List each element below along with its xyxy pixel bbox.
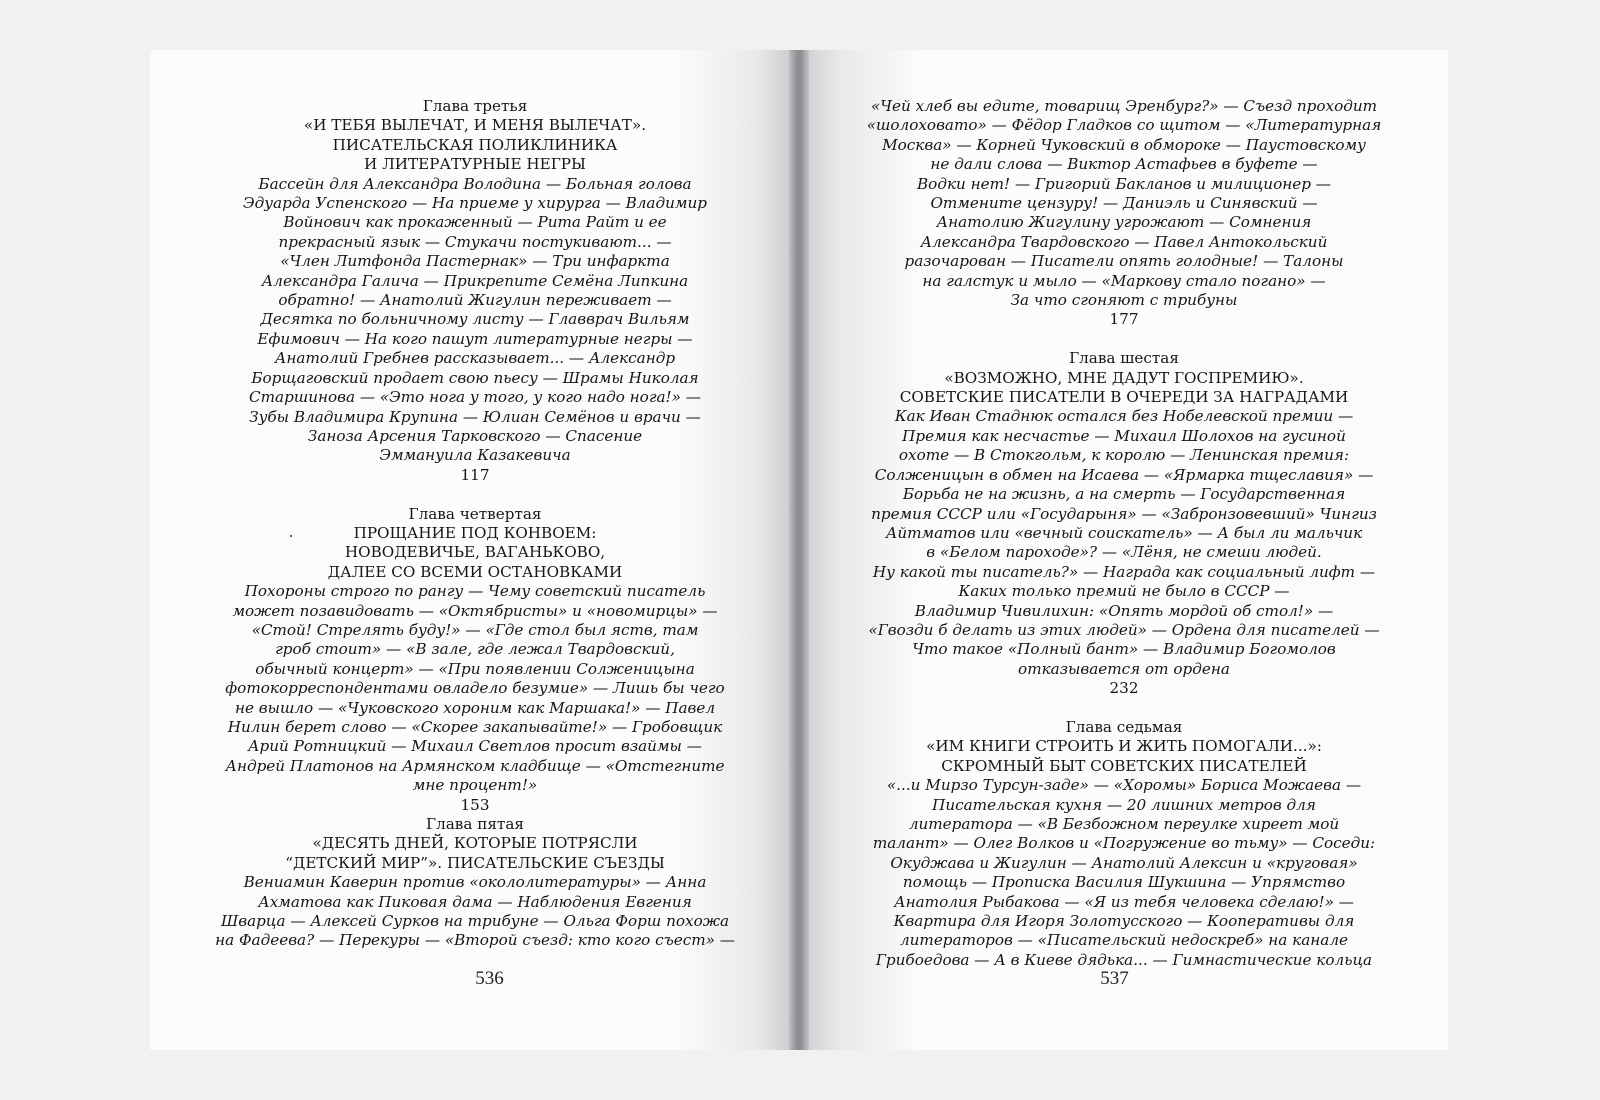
- print-speck: [290, 535, 292, 537]
- chapter-label: Глава седьмая: [1065, 717, 1183, 736]
- chapter-title: «ДЕСЯТЬ ДНЕЙ, КОТОРЫЕ ПОТРЯСЛИ “ДЕТСКИЙ МИР”». ПИСАТЕЛЬСКИЕ СЪЕЗДЫ: [285, 834, 665, 872]
- chapter-description: Как Иван Стаднюк остался без Нобелевской премии — Премия как несчастье — Михаил Шолохов на гусиной охоте — В Стокгольм, к королю — Ленинская премия: Солженицын в обмен на Исаева — «Ярмарка тщеславия» — Борьба не на жизнь, а на смерть — Государственная премия СССР или «Государыня» — «Забронзовевший» Чингиз Айтматов или «вечный соискатель» — А был ли мальчик в «Белом пароходе»? — «Лёня, не смеши людей. Ну какой ты писатель?» — Награда как социальный лифт — Каких только премий не было в СССР — Владимир Чивилихин: «Опять мордой об стол!» — «Гвозди б делать из этих людей» — Ордена для писателей — Что такое «Полный бант» — Владимир Богомолов отказывается от ордена: [868, 407, 1380, 678]
- page-number: 537: [1100, 968, 1129, 989]
- chapter-title: «ИМ КНИГИ СТРОИТЬ И ЖИТЬ ПОМОГАЛИ...»: СКРОМНЫЙ БЫТ СОВЕТСКИХ ПИСАТЕЛЕЙ: [926, 737, 1322, 775]
- chapter-description: Вениамин Каверин против «окололитературы» — Анна Ахматова как Пиковая дама — Наблюдения Евгения Шварца — Алексей Сурков на трибуне — Ольга Форш похожа на Фадеева? — Перекуры — «Второй съезд: кто кого съест» —: [215, 873, 735, 950]
- page-number: 536: [475, 968, 504, 989]
- table-of-contents: [854, 97, 1394, 970]
- chapter-4: [210, 505, 740, 816]
- chapter-label: Глава шестая: [1069, 349, 1179, 368]
- chapter-page-ref: 117: [460, 465, 490, 484]
- chapter-title: «И ТЕБЯ ВЫЛЕЧАТ, И МЕНЯ ВЫЛЕЧАТ». ПИСАТЕЛЬСКАЯ ПОЛИКЛИНИКА И ЛИТЕРАТУРНЫЕ НЕГРЫ: [303, 116, 647, 174]
- chapter-title: «ВОЗМОЖНО, МНЕ ДАДУТ ГОСПРЕМИЮ». СОВЕТСКИЕ ПИСАТЕЛИ В ОЧЕРЕДИ ЗА НАГРАДАМИ: [899, 368, 1349, 407]
- book-spread: [150, 50, 1448, 1050]
- chapter-title: ПРОЩАНИЕ ПОД КОНВОЕМ: НОВОДЕВИЧЬЕ, ВАГАНЬКОВО, ДАЛЕЕ СО ВСЕМИ ОСТАНОВКАМИ: [327, 523, 623, 581]
- chapter-6: [854, 349, 1394, 698]
- chapter-page-ref: 177: [1109, 310, 1139, 329]
- chapter-label: Глава третья: [422, 97, 528, 115]
- chapter-page-ref: 232: [1109, 679, 1139, 698]
- book-gutter: [789, 50, 809, 1050]
- chapter-7: [854, 718, 1394, 970]
- chapter-label: Глава четвертая: [408, 504, 542, 523]
- chapter-5: [210, 815, 740, 951]
- chapter-description: «...и Мирзо Турсун-заде» — «Хоромы» Бориса Можаева — Писательская кухня — 20 лишних метров для литератора — «В Безбожном переулке хиреет мой талант» — Олег Волков и «Погружение во тьму» — Соседи: Окуджава и Жигулин — Анатолий Алексин и «круговая» помощь — Прописка Василия Шукшина — Упрямство Анатолия Рыбакова — «Я из тебя человека сделаю!» — Квартира для Игоря Золотусского — Кооперативы для литераторов — «Писательский недоскреб» на канале Грибоедова — А в Киеве дядька... — Гимнастические кольца: [872, 776, 1376, 969]
- chapter-page-ref: 153: [460, 795, 490, 814]
- chapter-description: «Чей хлеб вы едите, товарищ Эренбург?» — Съезд проходит «шолоховато» — Фёдор Гладков со щитом — «Литературная Москва» — Корней Чуковский в обмороке — Паустовскому не дали слова — Виктор Астафьев в буфете — Водки нет! — Григорий Бакланов и милиционер — Отмените цензуру! — Даниэль и Синявский — Анатолию Жигулину угрожают — Сомнения Александра Твардовского — Павел Антокольский разочарован — Писатели опять голодные! — Талоны на галстук и мыло — «Маркову стало погано» — За что сгоняют с трибуны: [866, 97, 1382, 310]
- left-page: [150, 50, 789, 1050]
- chapter-description: Бассейн для Александра Володина — Больная голова Эдуарда Успенского — На приеме у хирурга — Владимир Войнович как прокаженный — Рита Райт и ее прекрасный язык — Стукачи постукивают... — «Член Литфонда Пастернак» — Три инфаркта Александра Галича — Прикрепите Семёна Липкина обратно! — Анатолий Жигулин переживает — Десятка по больничному листу — Главврач Вильям Ефимович — На кого пашут литературные негры — Анатолий Гребнев рассказывает... — Александр Борщаговский продает свою пьесу — Шрамы Николая Старшинова — «Это нога у того, у кого надо нога!» — Зубы Владимира Крупина — Юлиан Семёнов и врачи — Заноза Арсения Тарковского — Спасение Эммануила Казакевича: [243, 174, 707, 465]
- chapter-5-continued: [854, 97, 1394, 330]
- right-page: [809, 50, 1448, 1050]
- table-of-contents: [210, 97, 740, 951]
- chapter-label: Глава пятая: [426, 815, 524, 834]
- chapter-description: Похороны строго по рангу — Чему советский писатель может позавидовать — «Октябристы» и «новомирцы» — «Стой! Стрелять буду!» — «Где стол был яств, там гроб стоит» — «В зале, где лежал Твардовский, обычный концерт» — «При появлении Солженицына фотокорреспондентами овладело безумие» — Лишь бы чего не вышло — «Чуковского хороним как Маршака!» — Павел Нилин берет слово — «Скорее закапывайте!» — Гробовщик Арий Ротницкий — Михаил Светлов просит взаймы — Андрей Платонов на Армянском кладбище — «Отстегните мне процент!»: [225, 582, 725, 795]
- chapter-3: [210, 97, 740, 485]
